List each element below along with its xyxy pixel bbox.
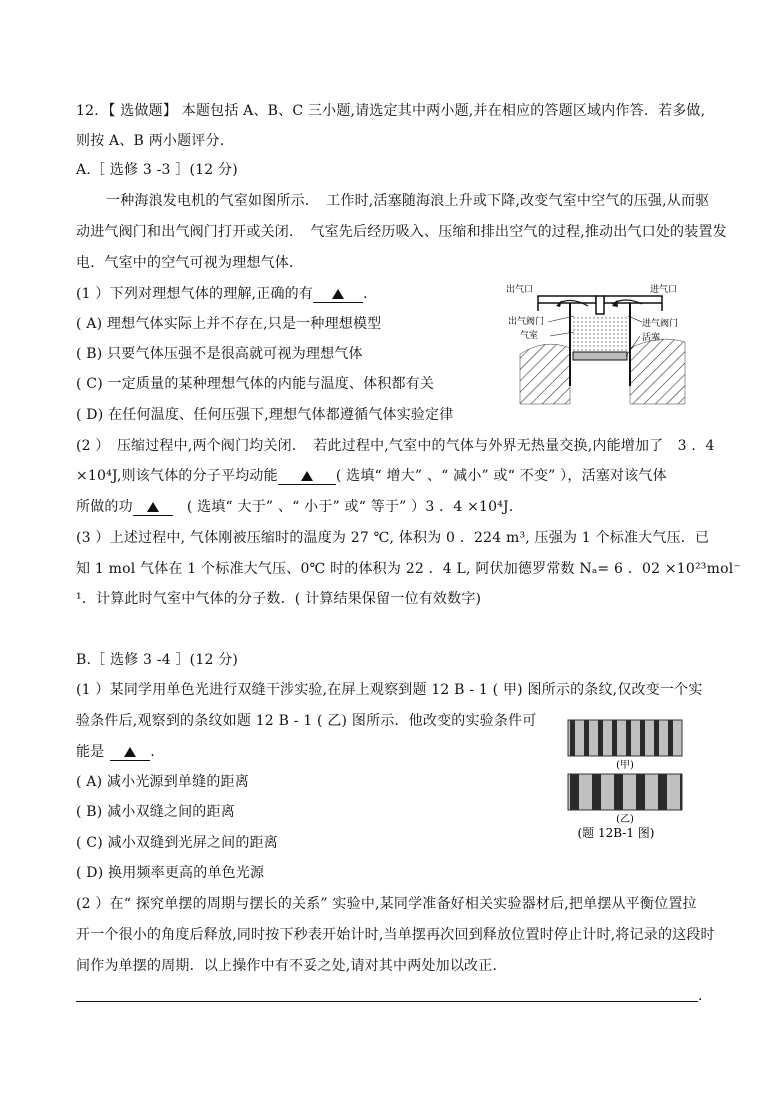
part-b-q1-end: ． [150,744,165,760]
part-a-q3-line2: 知 1 mol 气体在 1 个标准大气压、0℃ 时的体积为 22 ．4 L, 阿伏加德罗常数 Nₐ= 6 ．02 ×10²³mol⁻ [76,561,741,577]
triangle-icon [147,502,159,512]
question-header-cont: 则按 A、B 两小题评分. [76,133,225,149]
part-b-q1-blank[interactable] [110,744,150,761]
triangle-icon [332,289,344,299]
triangle-icon [301,471,313,481]
part-a-q1-blank[interactable] [313,286,363,303]
answer-line[interactable] [76,1001,698,1002]
fringe-figure [566,718,684,842]
part-b-q1-line3 [76,742,165,762]
part-a-q1-option-b: ( B) 只要气体压强不是很高就可视为理想气体 [76,346,363,362]
part-a-intro-line1: 一种海浪发电机的气室如图所示． 工作时,活塞随海浪上升或下降,改变气室中空气的压强,从而驱 [106,193,710,209]
out-valve-label: 出气阀门 [508,317,545,327]
part-a-q2-line2 [76,466,667,486]
fringe-pattern-yi [568,774,682,810]
question-header: 12．【 选做题】 本题包括 A、B、C 三小题,请选定其中两小题,并在相应的答题区域内作答．若多做, [76,103,706,119]
part-a-intro-line3: 电．气室中的空气可视为理想气体． [76,255,304,271]
part-b-q1-option-d: ( D) 换用频率更高的单色光源 [76,865,265,881]
triangle-icon [124,747,136,757]
part-b-q2-line1: (2 ）在“ 探究单摆的周期与摆长的关系” 实验中,某同学准备好相关实验器材后,把单摆从平衡位置拉 [76,896,697,912]
part-a-q3-line1: (3 ）上述过程中, 气体刚被压缩时的温度为 27 ℃, 体积为 0 ．224 m³, 压强为 1 个标准大气压．已 [76,530,710,546]
part-b-q2-line3: 间作为单摆的周期．以上操作中有不妥之处,请对其中两处加以改正． [76,958,507,974]
part-b-q1-line2: 验条件后,观察到的条纹如题 12 B - 1 ( 乙) 图所示．他改变的实验条件可 [76,713,537,729]
part-b-q1-text: 能是 [76,744,105,760]
part-a-q1-text: (1 ）下列对理想气体的理解,正确的有 [76,286,314,302]
part-b-q2-line2: 开一个很小的角度后释放,同时按下秒表开始计时,当单摆再次回到释放位置时停止计时,将记录的这段时 [76,927,715,943]
part-b-q1-option-c: ( C) 减小双缝到光屏之间的距离 [76,835,278,851]
answer-line-end: . [698,988,703,1004]
part-a-q1-end: ． [363,286,378,302]
part-a-q1-option-d: ( D) 在任何温度、任何压强下,理想气体都遵循气体实验定律 [76,407,454,423]
fringe-caption: (题 12B-1 图) [577,826,655,840]
part-a-title: A.［ 选修 3 -3 ］(12 分) [76,162,238,178]
inlet-label: 进气口 [650,285,678,295]
part-a-q2-text-d: ( 选填“ 大于” 、“ 小于” 或“ 等于” ）3 ．4 ×10⁴J． [186,499,524,515]
part-b-q1-option-b: ( B) 减小双缝之间的距离 [76,804,235,820]
part-a-q1-option-a: ( A) 理想气体实际上并不存在,只是一种理想模型 [76,316,382,332]
part-a-q2-blank-2[interactable] [133,499,173,516]
fringe-label-jia: (甲) [616,760,634,771]
chamber-label: 气室 [520,331,539,341]
part-b-title: B.［ 选修 3 -4 ］(12 分) [76,652,239,668]
part-a-q2-blank-1[interactable] [278,468,336,485]
part-a-q2-line1: (2 ） 压缩过程中,两个阀门均关闭． 若此过程中,气室中的气体与外界无热量交换,内能增加了 3 ．4 [76,438,715,454]
part-a-q2-line3 [76,497,523,517]
part-a-q3-line3: ¹．计算此时气室中气体的分子数．( 计算结果保留一位有效数字) [76,591,482,607]
part-a-q2-text-a: ×10⁴J,则该气体的分子平均动能 [76,468,278,484]
fringe-label-yi: (乙) [616,814,634,825]
gas-chamber-figure [500,276,700,406]
in-valve-label: 进气阀门 [642,319,679,329]
fringe-diagram [566,718,684,842]
outlet-label: 出气口 [506,285,534,295]
gas-chamber-diagram [500,276,700,406]
part-a-q2-text-c: 所做的功 [76,499,133,515]
part-b-q1-option-a: ( A) 减小光源到单缝的距离 [76,774,249,790]
part-a-intro-line2: 动进气阀门和出气阀门打开或关闭． 气室先后经历吸入、压缩和排出空气的过程,推动出气口处的装置发 [76,224,727,240]
piston-label: 活塞 [642,333,661,343]
part-a-q1 [76,284,377,304]
part-b-q1-line1: (1 ）某同学用单色光进行双缝干涉实验,在屏上观察到题 12 B - 1 ( 甲) 图所示的条纹,仅改变一个实 [76,682,703,698]
fringe-pattern-jia [568,720,682,756]
part-a-q1-option-c: ( C) 一定质量的某种理想气体的内能与温度、体积都有关 [76,376,435,392]
part-a-q2-text-b: ( 选填“ 增大” 、“ 减小” 或“ 不变” ），活塞对该气体 [335,468,667,484]
